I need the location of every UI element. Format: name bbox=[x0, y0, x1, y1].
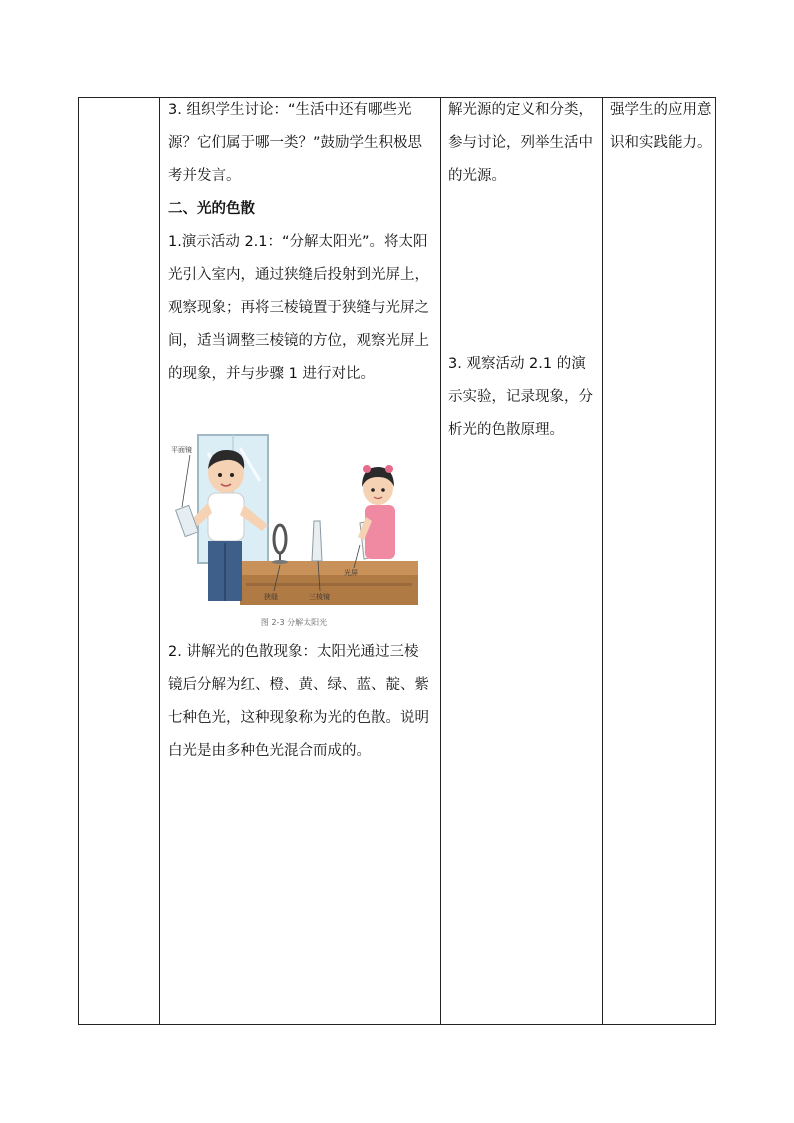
demo-activity-paragraph: 1.演示活动 2.1：“分解太阳光”。将太阳光引入室内，通过狭缝后投射到光屏上，观察现象；再将三棱镜置于狭缝与光屏之间，适当调整三棱镜的方位，观察光屏上的现象，并与步骤 1 进行对比。 bbox=[168, 234, 429, 382]
table-column-design-intent bbox=[603, 98, 716, 1024]
mirror-held bbox=[176, 505, 199, 536]
table-column-1 bbox=[79, 98, 160, 1024]
student-activity-2: 3. 观察活动 2.1 的演示实验，记录现象，分析光的色散原理。 bbox=[448, 356, 593, 438]
lesson-plan-table bbox=[78, 97, 716, 1025]
discussion-paragraph: 3. 组织学生讨论：“生活中还有哪些光源？它们属于哪一类？”鼓励学生积极思考并发言。 bbox=[168, 102, 423, 184]
figure-caption: 图 2-3 分解太阳光 bbox=[260, 618, 328, 627]
section-heading-dispersion: 二、光的色散 bbox=[168, 201, 255, 217]
dispersion-explanation-paragraph: 2. 讲解光的色散现象：太阳光通过三棱镜后分解为红、橙、黄、绿、蓝、靛、紫七种色光，这种现象称为光的色散。说明白光是由多种色光混合而成的。 bbox=[168, 644, 429, 759]
design-intent-text: 强学生的应用意识和实践能力。 bbox=[610, 102, 712, 151]
slit-stand bbox=[274, 525, 286, 553]
dispersion-illustration bbox=[168, 433, 420, 631]
student-activity-1: 解光源的定义和分类，参与讨论，列举生活中的光源。 bbox=[448, 102, 593, 184]
label-plane-mirror: 平面镜 bbox=[171, 446, 192, 454]
label-screen: 光屏 bbox=[344, 569, 358, 577]
label-prism: 三棱镜 bbox=[309, 593, 330, 601]
table-column-teacher-activity bbox=[160, 98, 441, 1024]
table-column-student-activity bbox=[441, 98, 603, 1024]
dispersion-illustration-drawing bbox=[168, 433, 420, 618]
prism bbox=[312, 521, 322, 561]
label-slit: 狭缝 bbox=[264, 593, 278, 601]
table-top bbox=[238, 561, 418, 575]
